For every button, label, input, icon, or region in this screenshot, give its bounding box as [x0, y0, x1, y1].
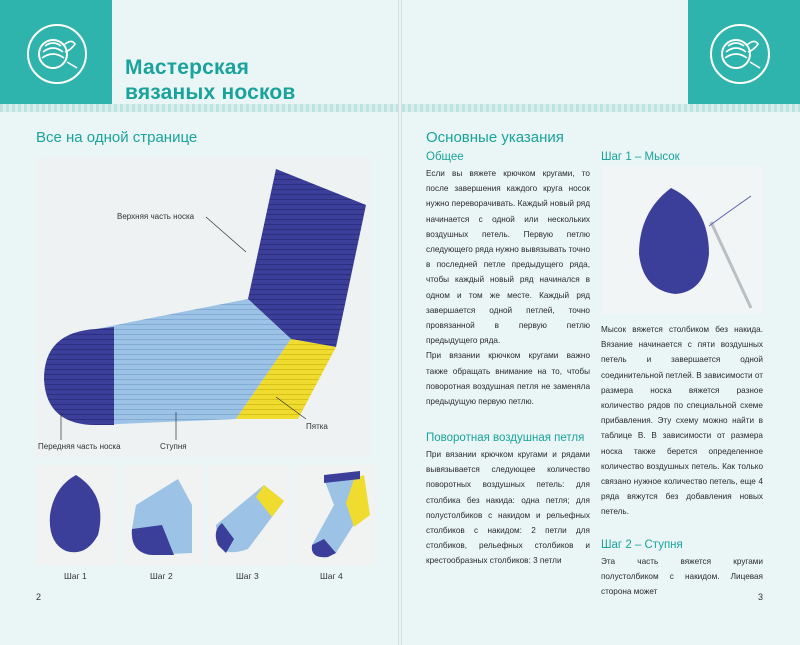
general-text: [426, 166, 590, 409]
step-3-caption: Шаг 3: [236, 571, 259, 581]
step1-title: Шаг 1 – Мысок: [601, 151, 680, 163]
general-paragraph-2: При вязании крючком кругами важно также обращать внимание на то, чтобы поворотная воздушная петля не заменяла предыдущую первую петлю.: [426, 351, 590, 407]
turning-loop-title: Поворотная воздушная петля: [426, 432, 585, 444]
step-1-photo: [36, 465, 118, 565]
step-2-photo: [122, 465, 204, 565]
general-paragraph-1: Если вы вяжете крючком кругами, то после завершения каждого круга носок нужно переворачивать. Каждый новый ряд начинается с одной или нескольких воздушных петель. Первую петлю следующего ряда нужно вывязывать точно в последней петле предыдущего ряда, чтобы каждый новый ряд начинался в одном и том же месте. Каждый ряд завершается одной петлей, точно провязанной в первую петлю предыдущего ряда.: [426, 169, 590, 346]
left-section-title: Все на одной странице: [36, 129, 198, 146]
label-sock-heel: Пятка: [306, 422, 328, 431]
step-4-photo: [294, 465, 376, 565]
step1-text: Мысок вяжется столбиком без накида. Вязание начинается с пяти воздушных петель и завершается одной соединительной петлей. В зависимости от размера носка вяжется разное количество рядов по специальной схеме прибавления. Эту схему можно найти в таблице В. В зависимости от размера носка также берется определенное количество воздушных петель. Как только связано нужное количество петель, еще 4 ряда вяжутся без добавления новых петель.: [601, 325, 763, 517]
toe-photo: [601, 166, 763, 314]
title-line-1: Мастерская: [125, 56, 250, 79]
label-sock-front: Передняя часть носка: [38, 442, 121, 451]
step-4-caption: Шаг 4: [320, 571, 343, 581]
turning-loop-text: При вязании крючком кругами и рядами вывязывается следующее количество поворотных воздушных петель: для столбика без накида: одна петля; для полустолбиков с накидом и рельефных столбиков с накидом: 2 петли для столбиков, рельефных столбиков и крестообразных столбиков: 3 петли: [426, 450, 590, 566]
title-line-2: вязаных носков: [125, 81, 296, 104]
general-title: Общее: [426, 151, 464, 163]
page-number-right: 3: [758, 592, 764, 602]
yarn-logo-icon: [710, 24, 770, 84]
header-strip-right: [402, 104, 800, 112]
page-number-left: 2: [36, 592, 42, 602]
right-section-title: Основные указания: [426, 129, 564, 146]
label-sock-foot: Ступня: [160, 442, 187, 451]
step-3-photo: [208, 465, 290, 565]
step2-title: Шаг 2 – Ступня: [601, 539, 683, 551]
step-1-caption: Шаг 1: [64, 571, 87, 581]
header-strip-left: [0, 104, 398, 112]
sock-photo: [36, 157, 372, 457]
step-2-caption: Шаг 2: [150, 571, 173, 581]
label-sock-top: Верхняя часть носка: [117, 212, 195, 221]
step2-text: Эта часть вяжется кругами полустолбиком с накидом. Лицевая сторона может: [601, 557, 763, 597]
book-gutter: [398, 0, 402, 645]
book-title: [125, 55, 296, 105]
yarn-logo-icon: [27, 24, 87, 84]
